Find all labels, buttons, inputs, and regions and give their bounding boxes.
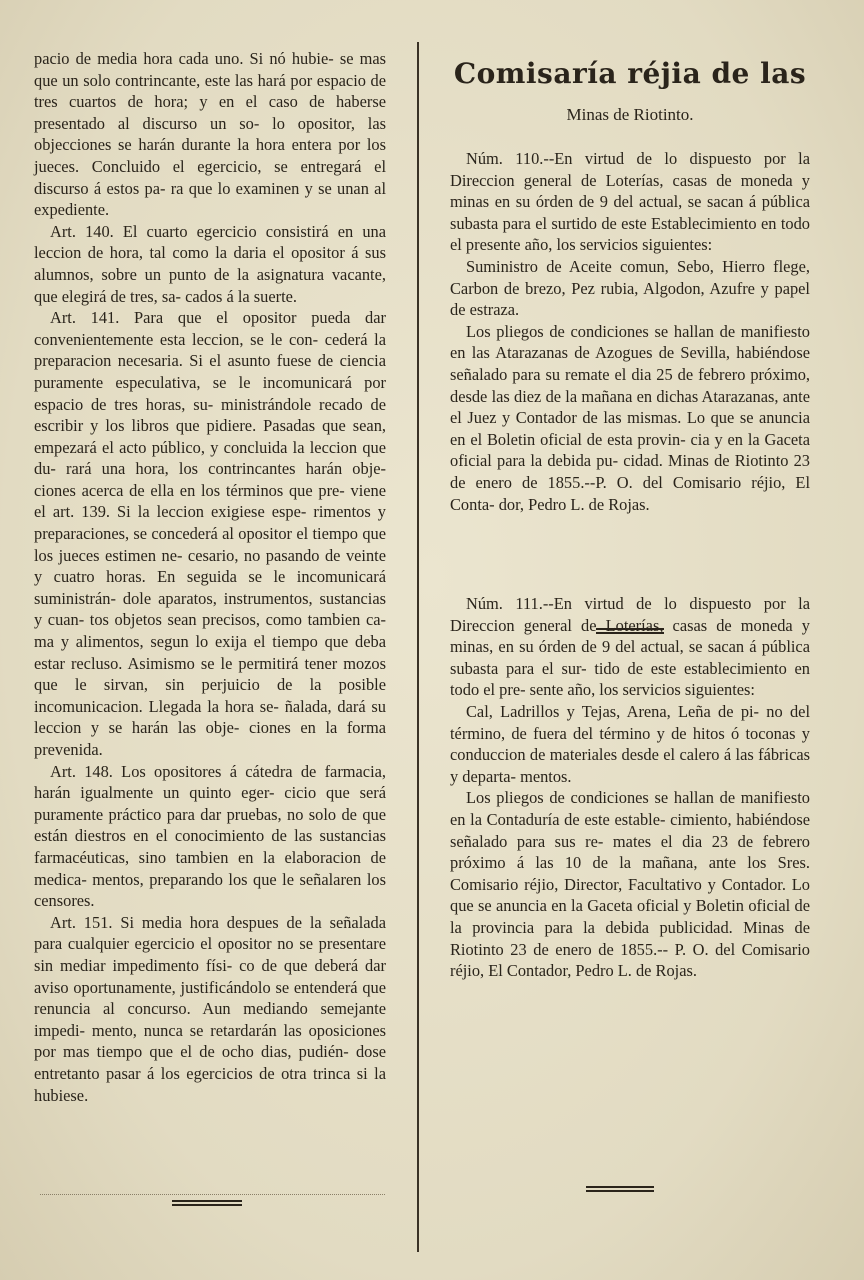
notice-110-intro: Núm. 110.--En virtud de lo dispuesto por la Direccion general de Loterías, casas de moneda y minas en su órden de 9 del actual, se sacan á pública subasta para el surtido de este Establecimiento en todo el presente año, los servicios siguientes: [450, 149, 810, 255]
section-end-rule [586, 1186, 654, 1192]
notice-110-items: Suministro de Aceite comun, Sebo, Hierro flege, Carbon de brezo, Pez rubia, Algodon, Azufre y papel de estraza. [450, 256, 810, 320]
notice-111-intro: Núm. 111.--En virtud de lo dispuesto por la Direccion general de Loterías, casas de moneda y minas, en su órden de 9 del actual, se sacan á pública subasta para el sur- tido de este establecimiento en todo el pre- sente año, los servicios siguientes: [450, 594, 810, 700]
left-column [34, 48, 386, 1106]
column-divider [417, 42, 419, 1252]
dotted-separator [40, 1194, 385, 1195]
article-148: Art. 148. Los opositores á cátedra de farmacia, harán igualmente un quinto eger- cicio que será puramente práctico para dar pruebas, no solo de que están diestros en el conocimiento de las sustancias farmacéuticas, sino tambien en la elaboracion de medica- mentos, preparando los que le señalaren los censores. [34, 761, 386, 911]
notice-111-items: Cal, Ladrillos y Tejas, Arena, Leña de pi- no del término, de fuera del término y de hitos ó toconas y conduccion de materiales desde el calero á las fábricas y departa- mentos. [450, 702, 810, 786]
paragraph: pacio de media hora cada uno. Si nó hubie- se mas que un solo contrincante, este las hará por espacio de tres cuartos de hora; y en el caso de haberse presentado al discurso un so- lo opositor, las objecciones se harán durante la hora entera por los jueces. Concluido el egercicio, se entregará el discurso á estos pa- ra que lo examinen y se unan al expediente. [34, 49, 386, 220]
article-151: Art. 151. Si media hora despues de la señalada para cualquier egercicio el opositor no se presentare sin mediar impedimento físi- co de que deberá dar aviso oportunamente, justificándolo se entenderá que renuncia al concurso. Aun mediando semejante impedi- mento, nunca se retardarán las oposiciones por mas tiempo que el de ocho dias, pudién- dose entretanto pasar á los egercicios de otra trinca si la hubiese. [34, 912, 386, 1105]
notice-separator-rule [596, 628, 664, 634]
notice-110-conditions: Los pliegos de condiciones se hallan de manifiesto en las Atarazanas de Azogues de Sevilla, habiéndose señalado para su remate el dia 25 de febrero próximo, desde las diez de la mañana en dichas Atarazanas, ante el Juez y Contador de las mismas. Lo que se anuncia en el Boletin oficial de esta provin- cia y en la Gaceta oficial para la debida pu- cidad. Minas de Riotinto 23 de enero de 1855.--P. O. del Comisario réjio, El Conta- dor, Pedro L. de Rojas. [450, 321, 810, 514]
section-end-rule [172, 1200, 242, 1206]
article-140: Art. 140. El cuarto egercicio consistirá en una leccion de hora, tal como la daria el opositor á sus alumnos, sobre un punto de la asignatura vacante, que elegirá de tres, sa- cados á la suerte. [34, 221, 386, 306]
notice-111-conditions: Los pliegos de condiciones se hallan de manifiesto en la Contaduría de este estable- cimiento, habiéndose señalado para sus re- mates el dia 23 de febrero próximo á las 10 de la mañana, ante los Sres. Comisario réjio, Director, Facultativo y Contador. Lo que se anuncia en la Gaceta oficial y Boletin oficial de la provincia para la debida publicidad. Minas de Riotinto 23 de enero de 1855.-- P. O. del Comisario réjio, El Contador, Pedro L. de Rojas. [450, 788, 810, 981]
article-141: Art. 141. Para que el opositor pueda dar convenientemente esta leccion, se le con- cederá la preparacion necesaria. Si el asunto fuese de ciencia puramente especulativa, se le incomunicará por espacio de tres horas, su- ministrándole recado de escribir y los libros que pidiere. Pasadas que sean, empezará el acto público, y concluida la leccion que du- rará una hora, los contrincantes harán obje- ciones acerca de ella en los términos que pre- viene el art. 139. Si la leccion exigiese espe- rimentos y preparaciones, se concederá al opositor el tiempo que los jueces estimen ne- cesario, no pasando de veinte y cuatro horas. En seguida se le incomunicará suministrán- dole aparatos, instrumentos, sustancias y cuan- tos objetos sean precisos, como tambien ca- ma y alimentos, segun lo exija el tiempo que deba estar recluso. Asimismo se le permitirá tener mozos que le sirvan, sin perjuicio de la posible incomunicacion. Llegada la hora se- ñalada, dará su leccion y se harán las obje- ciones en la forma prevenida. [34, 308, 386, 759]
section-heading: Comisaría réjia de las [453, 57, 807, 90]
right-column [450, 54, 810, 982]
section-subheading: Minas de Riotinto. [566, 105, 694, 124]
